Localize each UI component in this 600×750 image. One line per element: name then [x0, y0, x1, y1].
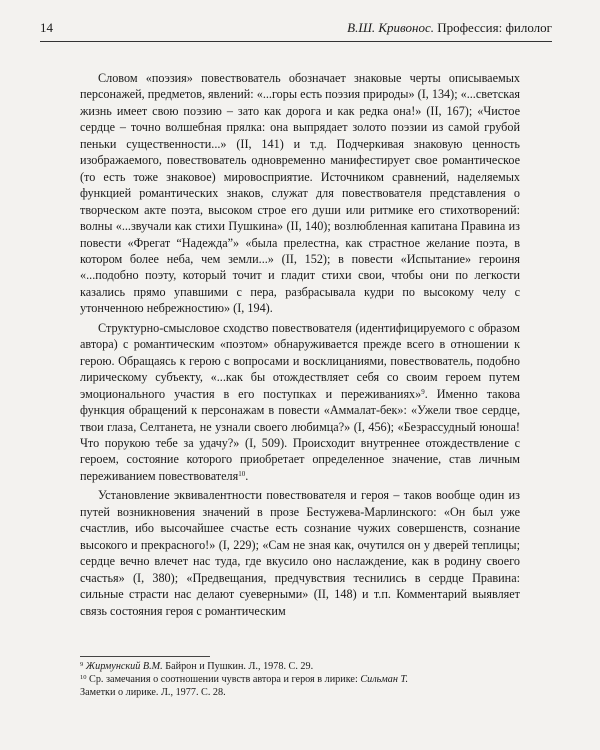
running-head-title: Профессия: филолог: [433, 20, 552, 35]
body-text: [80, 70, 520, 619]
footnote-9-text: Байрон и Пушкин. Л., 1978. С. 29.: [162, 661, 314, 672]
header-rule: [40, 41, 552, 42]
paragraph-2-continued: . Именно такова функция обращений к персонажам в повести «Аммалат-бек»: «Ужели твое сердце, твои глаза, Селтанета, не узнали своего любимца?» (I, 456); «Безрассудный юноша! Что порукою тебе за удачу?» (I, 509). Происходит внутреннее отождествление с героем, состояние которого приобретает определенное значение, став личным переживанием повествователя: [80, 386, 520, 483]
footnote-9-author: Жирмунский В.М.: [85, 661, 163, 672]
footnote-10-continued: Заметки о лирике. Л., 1977. С. 28.: [80, 687, 226, 698]
running-head-author: В.Ш. Кривонос.: [347, 20, 434, 35]
footnotes: [80, 660, 520, 699]
footnote-10-text: Ср. замечания о соотношении чувств автора и героя в лирике:: [86, 674, 361, 685]
footnote-ref-9: 9: [421, 387, 425, 396]
paragraph-2-end: .: [245, 468, 249, 483]
footnote-10-author: Сильман Т.: [360, 674, 409, 685]
footnote-ref-10: 10: [238, 469, 246, 478]
footnote-10: [80, 673, 520, 686]
paragraph-3: Установление эквивалентности повествователя и героя – таков вообще один из путей возникновения значений в прозе Бестужева-Марлинского: «Он был уже счастлив, ибо высочайшее счастье есть сознание чужих совершенств, сознание высокого и прекрасного!» (I, 229); «Сам не зная как, очутился он у дверей теплицы; сердце вечно влечет нас туда, где вкусило оно наслаждение, как в родину своего счастья» (I, 380); «Предвещания, предчувствия теснились в сердце Правина: сильные страсти нас делают суеверными» (II, 148) и т.п. Комментарий выявляет связь состояния героя с романтическим: [80, 488, 520, 618]
running-head: [347, 20, 552, 36]
footnote-10-mark: 10: [80, 674, 87, 681]
page-header: [40, 20, 552, 38]
footnote-9-mark: 9: [80, 661, 84, 668]
paragraph-2: [80, 320, 520, 485]
paragraph-1: Словом «поэзия» повествователь обозначает знаковые черты описываемых персонажей, предметов, явлений: «...горы есть поэзия природы» (I, 134); «...светская жизнь имеет свою поэзию – зато как дорога и как редка она!» (II, 167); «Чистое сердце – точно волшебная прялка: она выпрядает золото поэзии из самой грубой пеньки существенности...» (II, 141) и т.д. Подчеркивая знаковую ценность изображаемого, повествователь одновременно манифестирует свое романтическое (то есть тоже знаковое) мировосприятие. Источником сравнений, наделяемых функцией романтических знаков, служат для повествователя представления о творческом акте поэта, высоком строе его души или ритмике его стихотворений: волны «...звучали как стихи Пушкина» (II, 140); возлюбленная капитана Правина из повести «Фрегат “Надежда”» «была прелестна, как страстное желание поэта, в котором более неба, чем земли...» (II, 152); в повести «Испытание» героиня «...подобно поэту, который точит и гладит стихи свои, чтобы они по легкости казались прямо упавшими с пера, разбрасывала кудри по высокому челу с утонченною небрежностию» (I, 194).: [80, 71, 520, 316]
footnote-9: [80, 660, 520, 673]
footnote-rule: [80, 656, 210, 657]
paragraph-2-text: Структурно-смысловое сходство повествователя (идентифицируемого с образом автора) с романтическим «поэтом» обнаруживается прежде всего в отношении к герою. Обращаясь к герою с вопросами и восклицаниями, повествователь, подобно лирическому субъекту, «...как бы отождествляет себя со своим героем путем эмоционального участия в его поступках и переживаниях»: [80, 320, 520, 401]
page-number: 14: [40, 20, 53, 35]
